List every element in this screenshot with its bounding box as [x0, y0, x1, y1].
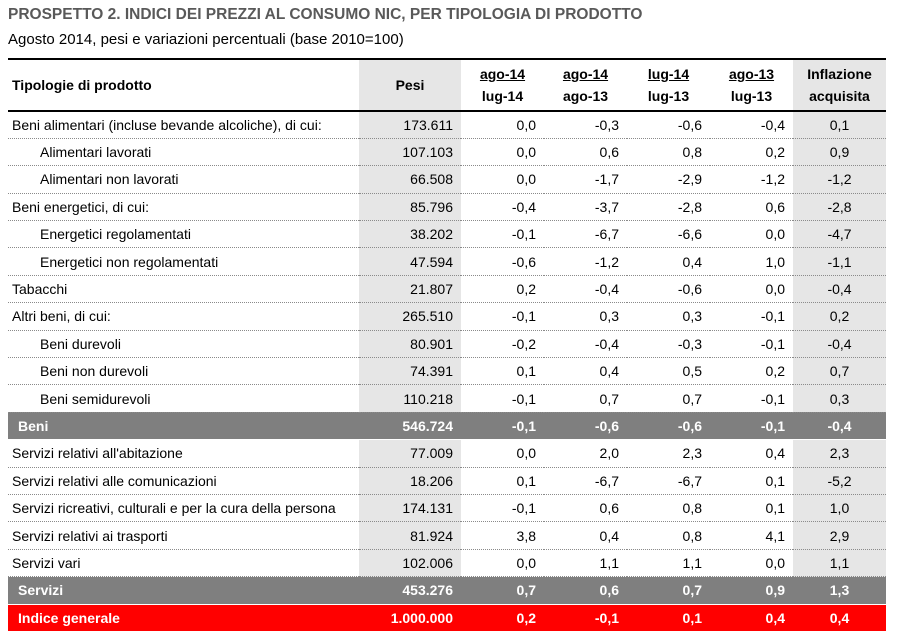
row-weight: 81.924: [359, 522, 461, 549]
row-value: 0,0: [461, 166, 544, 193]
row-weight: 102.006: [359, 549, 461, 576]
row-value: -0,2: [461, 330, 544, 357]
table-row: [8, 467, 886, 494]
row-value: 0,7: [627, 385, 710, 412]
row-value: 1,0: [710, 248, 793, 275]
report-subtitle: Agosto 2014, pesi e variazioni percentuali (base 2010=100): [8, 31, 404, 48]
header-ago14-ago13-top: ago-14: [562, 66, 609, 82]
row-value: -3,7: [544, 193, 627, 220]
header-inflazione-bottom: acquisita: [809, 88, 870, 104]
row-inflation: 2,3: [793, 440, 886, 467]
row-value: 0,9: [710, 577, 793, 604]
row-weight: 21.807: [359, 275, 461, 302]
table-row: [8, 166, 886, 193]
header-ago14-lug14-top: ago-14: [479, 66, 526, 82]
row-value: 0,0: [461, 440, 544, 467]
row-value: 0,3: [627, 303, 710, 330]
row-value: -0,6: [627, 412, 710, 439]
header-inflazione-top: Inflazione: [807, 66, 872, 82]
row-value: 0,0: [710, 221, 793, 248]
row-label: Servizi relativi ai trasporti: [8, 522, 359, 549]
row-inflation: 2,9: [793, 522, 886, 549]
row-label: Servizi vari: [8, 549, 359, 576]
row-weight: 546.724: [359, 412, 461, 439]
row-inflation: -4,7: [793, 221, 886, 248]
row-inflation: 0,2: [793, 303, 886, 330]
header-ago14-lug14-bottom: lug-14: [481, 88, 524, 104]
table-row: [8, 494, 886, 521]
row-value: 0,8: [627, 138, 710, 165]
table-row: [8, 522, 886, 549]
header-lug14-lug13-top: lug-14: [647, 66, 690, 82]
row-value: -0,6: [627, 275, 710, 302]
row-weight: 174.131: [359, 494, 461, 521]
row-inflation: 1,3: [793, 577, 886, 604]
row-value: 0,0: [461, 549, 544, 576]
header-inflazione-acquisita: [793, 59, 886, 111]
row-value: -0,1: [461, 385, 544, 412]
row-inflation: 1,1: [793, 549, 886, 576]
row-value: 0,2: [461, 275, 544, 302]
row-value: -1,7: [544, 166, 627, 193]
header-lug14-lug13-bottom: lug-13: [647, 88, 690, 104]
row-label: Servizi ricreativi, culturali e per la cura della persona: [8, 494, 359, 521]
row-value: -0,4: [461, 193, 544, 220]
row-value: 0,0: [461, 111, 544, 138]
header-ago13-lug13-top: ago-13: [728, 66, 775, 82]
row-value: 0,1: [627, 604, 710, 631]
row-label: Tabacchi: [8, 275, 359, 302]
row-inflation: 0,1: [793, 111, 886, 138]
total-row-indice-generale: [8, 604, 886, 631]
row-inflation: -1,1: [793, 248, 886, 275]
row-value: -0,1: [710, 385, 793, 412]
row-value: -0,3: [627, 330, 710, 357]
table-row: [8, 275, 886, 302]
row-label: Beni energetici, di cui:: [8, 193, 359, 220]
row-value: -0,6: [627, 111, 710, 138]
row-value: -0,6: [544, 412, 627, 439]
header-weights: Pesi: [359, 59, 461, 111]
row-label: Servizi: [8, 577, 359, 604]
header-ago13-lug13: [710, 59, 793, 111]
row-value: 2,3: [627, 440, 710, 467]
row-value: 0,1: [710, 467, 793, 494]
row-value: 4,1: [710, 522, 793, 549]
row-value: 1,1: [544, 549, 627, 576]
table-row: [8, 440, 886, 467]
row-label: Servizi relativi alle comunicazioni: [8, 467, 359, 494]
subtotal-row-servizi: [8, 577, 886, 604]
row-value: 0,4: [710, 440, 793, 467]
row-label: Alimentari lavorati: [8, 138, 359, 165]
row-value: -0,6: [461, 248, 544, 275]
table-row: [8, 549, 886, 576]
row-weight: 38.202: [359, 221, 461, 248]
row-inflation: -0,4: [793, 330, 886, 357]
row-label: Beni durevoli: [8, 330, 359, 357]
table-row: [8, 358, 886, 385]
row-label: Beni non durevoli: [8, 358, 359, 385]
row-value: -0,1: [710, 412, 793, 439]
row-value: 0,1: [710, 494, 793, 521]
header-ago13-lug13-bottom: lug-13: [730, 88, 773, 104]
row-value: 0,7: [544, 385, 627, 412]
row-weight: 18.206: [359, 467, 461, 494]
row-value: -1,2: [544, 248, 627, 275]
row-value: 0,4: [544, 522, 627, 549]
row-inflation: 0,7: [793, 358, 886, 385]
row-value: -0,1: [461, 221, 544, 248]
row-label: Beni semidurevoli: [8, 385, 359, 412]
table-row: [8, 221, 886, 248]
row-inflation: 0,9: [793, 138, 886, 165]
table-row: [8, 303, 886, 330]
row-label: Alimentari non lavorati: [8, 166, 359, 193]
row-inflation: 0,4: [793, 604, 886, 631]
table-row: [8, 111, 886, 138]
table-row: [8, 138, 886, 165]
report-title: PROSPETTO 2. INDICI DEI PREZZI AL CONSUMO NIC, PER TIPOLOGIA DI PRODOTTO: [8, 6, 643, 23]
row-value: 0,6: [544, 577, 627, 604]
table-row: [8, 330, 886, 357]
row-label: Altri beni, di cui:: [8, 303, 359, 330]
row-value: 0,4: [627, 248, 710, 275]
row-value: -6,7: [627, 467, 710, 494]
row-value: -0,4: [544, 330, 627, 357]
row-weight: 107.103: [359, 138, 461, 165]
table-header-row: [8, 59, 886, 111]
row-weight: 66.508: [359, 166, 461, 193]
row-value: 0,6: [710, 193, 793, 220]
row-value: 0,5: [627, 358, 710, 385]
row-inflation: 1,0: [793, 494, 886, 521]
row-value: 0,4: [710, 604, 793, 631]
row-value: 0,3: [544, 303, 627, 330]
row-inflation: -0,4: [793, 275, 886, 302]
row-weight: 47.594: [359, 248, 461, 275]
row-label: Energetici non regolamentati: [8, 248, 359, 275]
row-value: 0,0: [461, 138, 544, 165]
row-value: 0,2: [461, 604, 544, 631]
row-weight: 173.611: [359, 111, 461, 138]
row-value: 0,7: [627, 577, 710, 604]
row-weight: 74.391: [359, 358, 461, 385]
row-inflation: -2,8: [793, 193, 886, 220]
row-value: -0,1: [461, 494, 544, 521]
row-value: 0,0: [710, 549, 793, 576]
row-value: 0,1: [461, 467, 544, 494]
row-inflation: -0,4: [793, 412, 886, 439]
row-weight: 1.000.000: [359, 604, 461, 631]
row-value: 0,8: [627, 494, 710, 521]
row-label: Energetici regolamentati: [8, 221, 359, 248]
row-value: -6,7: [544, 467, 627, 494]
table-row: [8, 385, 886, 412]
row-weight: 85.796: [359, 193, 461, 220]
row-value: -0,1: [461, 412, 544, 439]
row-inflation: -5,2: [793, 467, 886, 494]
row-label: Servizi relativi all'abitazione: [8, 440, 359, 467]
row-inflation: 0,3: [793, 385, 886, 412]
row-value: -0,1: [544, 604, 627, 631]
row-weight: 265.510: [359, 303, 461, 330]
table-row: [8, 193, 886, 220]
row-inflation: -1,2: [793, 166, 886, 193]
row-value: 0,4: [544, 358, 627, 385]
row-value: 0,2: [710, 358, 793, 385]
header-ago14-ago13-bottom: ago-13: [562, 88, 609, 104]
header-lug14-lug13: [627, 59, 710, 111]
row-label: Beni: [8, 412, 359, 439]
row-value: -2,9: [627, 166, 710, 193]
row-weight: 77.009: [359, 440, 461, 467]
row-value: -0,1: [710, 330, 793, 357]
subtotal-row-beni: [8, 412, 886, 439]
row-weight: 110.218: [359, 385, 461, 412]
row-value: 0,7: [461, 577, 544, 604]
row-value: 1,1: [627, 549, 710, 576]
price-index-table: [8, 58, 886, 631]
row-label: Beni alimentari (incluse bevande alcoliche), di cui:: [8, 111, 359, 138]
row-value: 2,0: [544, 440, 627, 467]
row-value: 0,1: [461, 358, 544, 385]
row-value: -0,3: [544, 111, 627, 138]
header-product-type: Tipologie di prodotto: [8, 59, 359, 111]
row-value: -0,4: [544, 275, 627, 302]
row-value: -1,2: [710, 166, 793, 193]
row-value: -6,6: [627, 221, 710, 248]
header-ago14-lug14: [461, 59, 544, 111]
row-value: -6,7: [544, 221, 627, 248]
table-row: [8, 248, 886, 275]
row-value: -0,1: [461, 303, 544, 330]
header-ago14-ago13: [544, 59, 627, 111]
row-value: 0,0: [710, 275, 793, 302]
row-value: -0,4: [710, 111, 793, 138]
row-value: -2,8: [627, 193, 710, 220]
row-weight: 453.276: [359, 577, 461, 604]
row-value: 0,6: [544, 494, 627, 521]
row-value: 0,6: [544, 138, 627, 165]
row-value: 0,2: [710, 138, 793, 165]
row-value: 0,8: [627, 522, 710, 549]
row-value: -0,1: [710, 303, 793, 330]
row-label: Indice generale: [8, 604, 359, 631]
row-value: 3,8: [461, 522, 544, 549]
row-weight: 80.901: [359, 330, 461, 357]
